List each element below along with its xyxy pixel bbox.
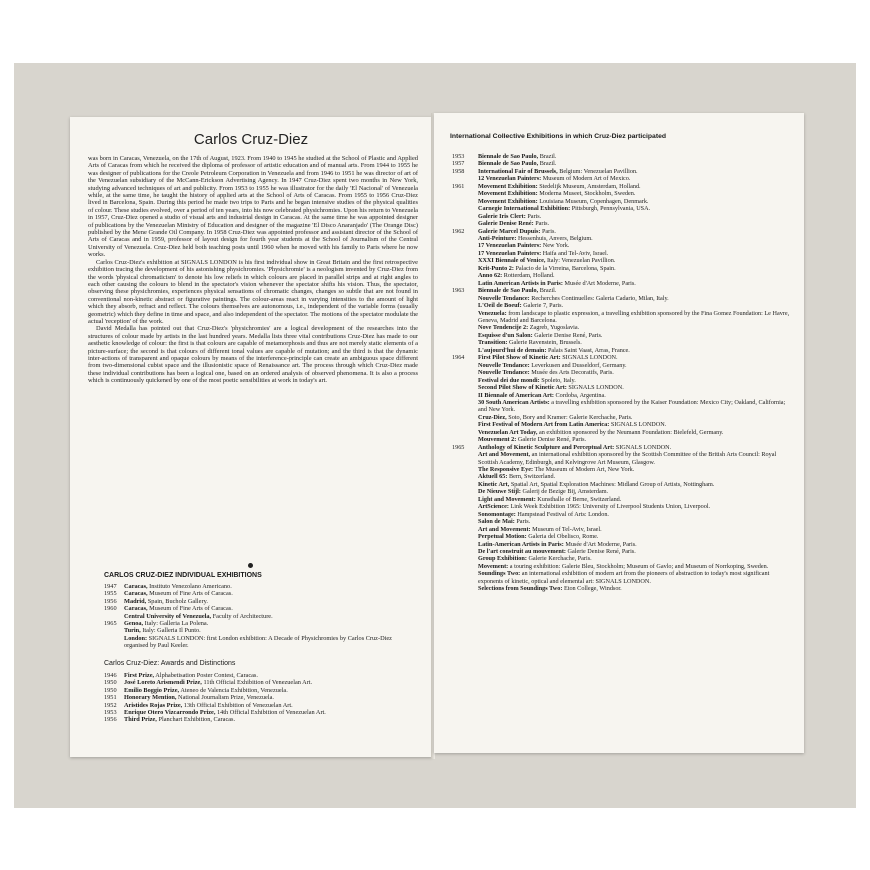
awards-heading: Carlos Cruz-Diez: Awards and Distinctions [104,660,236,667]
list-item [452,563,792,570]
year: 1950 [104,686,117,694]
entry-text: ArtScience: Link Week Exhibition 1965: University of Liverpool Students Union, Liverpool. [478,503,711,511]
entry-text: Esquisse d'un Salon: Galerie Denise René, Paris. [478,331,603,339]
list-item [452,436,792,443]
entry-text: First Prize, Alphabetisation Poster Contest, Caracas. [124,672,258,679]
list-item [104,605,414,612]
list-item [104,716,414,723]
entry-text: Latin-American Artists in Paris: Musée d'Art Moderne, Paris. [478,540,637,548]
list-item [452,399,792,414]
entry-text: Movement Exhibition: Louisiana Museum, Copenhagen, Denmark. [478,197,649,205]
entry-text: Movement Exhibition: Moderna Museet, Stockholm, Sweden. [478,190,636,198]
entry-text: First Festival of Modern Art from Latin America: SIGNALS LONDON. [478,421,667,429]
list-item [452,473,792,480]
entry-text: Carnegie International Exhibition: Pittsburgh, Pennsylvania, USA. [478,205,651,213]
year [452,324,478,331]
entry-text: Perpetual Motion: Galeria del Obelisco, Rome. [478,533,599,541]
entry-text: 17 Venezuelan Painters: Haifa and Tel-Aviv, Israel. [478,249,609,257]
list-item [452,205,792,212]
bio-paragraph: Carlos Cruz-Diez's exhibition at SIGNALS LONDON is his first individual show in Great Britain and the first retrospective exhibition tracing the development of his astonishing physichromies. 'Physichromie' is a neologism invented by Cruz-Diez from the words 'physical chromaticism' to denote his low reliefs in which colours are placed in parallel strips and at right angles to each other causing the colours to blend in the spectator's vision whenever the spectator shifts his vision. Thus, the spectator, observing these physichromies, experiences physical sensations of chromatic changes, changes so subtle that are not found in conventional non-kinetic abstract or figurative paintings. The colour-areas react in varying intensities to the amount of light which they absorb, refract and reflect. The colours themselves are autonomous, i.e., independent of the variable forms (usually geometric) which they define in time and space, and also independent of the spectator. The motions of the spectator modulate the actual 'reception' of the work. [88,258,418,325]
list-item [452,287,792,294]
year [452,205,478,212]
year: 1961 [452,182,465,190]
entry-text: Anno 62: Rotterdam, Holland. [478,272,555,280]
list-item [452,541,792,548]
collective-exhibitions-list [452,153,792,593]
year [452,466,478,473]
list-item [452,503,792,510]
right-page [434,113,804,753]
entry-text: Art and Movement, an international exhibition sponsored by the Scottish Committee of the British Arts Council: Royal Scottish Academy, Edinburgh, and Kelvingrove Art Museum, Glasgow. [478,451,777,466]
list-item [452,324,792,331]
list-item [452,235,792,242]
entry-text: II Biennale of American Art: Cordoba, Argentina. [478,391,606,399]
year: 1951 [104,694,117,702]
year [452,488,478,495]
list-item [104,672,414,679]
year [452,272,478,279]
list-item [104,694,414,701]
entry-text: Cruz-Diez, Soto, Bory and Kramer: Galerie Kerchache, Paris. [478,413,633,421]
year: 1964 [452,354,465,362]
list-item [452,257,792,264]
list-item [104,590,414,597]
list-item [452,272,792,279]
entry-text: Biennale de Sao Paulo, Brazil. [478,153,557,160]
year: 1953 [452,153,465,160]
list-item [452,362,792,369]
year [452,384,478,391]
entry-text: Galerie Iris Clert: Paris. [478,212,542,220]
year [452,347,478,354]
list-item [104,702,414,709]
year [452,548,478,555]
entry-text: Caracas, Museum of Fine Arts of Caracas. [124,590,233,598]
entry-text: Honorary Mention, National Journalism Prize, Venezuela. [124,694,274,702]
list-item [452,250,792,257]
list-item [452,421,792,428]
entry-text: Krit-Punto 2: Palacio de la Virreina, Barcelona, Spain. [478,264,616,272]
list-item [104,613,414,620]
individual-exhibitions-list [104,583,414,650]
year [452,473,478,480]
entry-text: Venezuela: from landscape to plastic expression, a travelling exhibition sponsored by the Fina Gomez Foundation: Le Havre, Geneva, Madrid and Barcelona. [478,309,790,324]
year: 1957 [452,160,465,168]
year [452,242,478,249]
list-item [452,548,792,555]
collective-exhibitions-heading: International Collective Exhibitions in which Cruz-Diez participated [450,133,667,140]
entry-text: Caracas, Instituto Venezolano Americano. [124,583,232,590]
list-item [452,414,792,421]
entry-text: Nouvelle Tendance: Musée des Arts Decoratifs, Paris. [478,369,614,377]
entry-text: Nove Tendencije 2: Zagreb, Yugoslavia. [478,324,580,332]
entry-text: L'Oeil de Boeuf: Galerie 7, Paris. [478,302,564,310]
list-item [452,570,792,585]
year [452,436,478,443]
year: 1960 [104,605,117,613]
list-item [452,160,792,167]
year: 1965 [104,620,117,628]
list-item [452,168,792,175]
list-item [452,332,792,339]
entry-text: International Fair of Brussels, Belgium: Venezuelan Pavillion. [478,167,638,175]
year [452,362,478,369]
entry-text: Light and Movement: Kunsthalle of Berne, Switzerland. [478,495,622,503]
list-item [452,533,792,540]
year [452,541,478,548]
year [452,399,478,414]
entry-text: José Loreto Arismendi Prize, 11th Official Exhibition of Venezuelan Art. [124,679,313,687]
list-item [104,679,414,686]
awards-list [104,672,414,724]
year [452,563,478,570]
list-item [104,620,414,627]
list-item [452,220,792,227]
entry-text: Galerie Marcel Dupuis: Paris. [478,227,556,235]
list-item [452,444,792,451]
list-item [452,384,792,391]
bullet-divider [248,563,253,568]
year [452,198,478,205]
entry-text: Turin, Italy: Galleria Il Punto. [124,627,201,635]
entry-text: De l'art construit au mouvement: Galerie Denise René, Paris. [478,548,636,556]
entry-text: Group Exhibition: Galerie Kerchache, Paris. [478,555,592,563]
entry-text: The Responsive Eye: The Museum of Modern Art, New York. [478,466,635,474]
list-item [452,354,792,361]
year [452,526,478,533]
list-item [452,392,792,399]
entry-text: Aktuell 65: Bern, Switzerland. [478,473,556,481]
year [452,175,478,182]
list-item [452,369,792,376]
year [452,585,478,592]
year [104,627,124,634]
year: 1952 [104,701,117,709]
list-item [452,242,792,249]
list-item [104,709,414,716]
list-item [452,198,792,205]
list-item [452,496,792,503]
individual-exhibitions-heading: CARLOS CRUZ-DIEZ INDIVIDUAL EXHIBITIONS [104,572,262,579]
year [452,503,478,510]
year [452,310,478,325]
list-item [452,302,792,309]
entry-text: Kinetic Art, Spatial Art, Spatial Exploration Machines: Midland Group of Artists, Nottingham. [478,480,715,488]
list-item [452,466,792,473]
year: 1965 [452,443,465,451]
list-item [452,488,792,495]
year: 1946 [104,672,117,679]
entry-text: XXXI Biennale of Venice, Italy: Venezuelan Pavillion. [478,257,616,265]
list-item [452,526,792,533]
year [452,265,478,272]
entry-text: Central University of Venezuela, Faculty of Architecture. [124,612,273,620]
bio-paragraph: was born in Caracas, Venezuela, on the 17th of August, 1923. From 1940 to 1945 he studied at the School of Plastic and Applied Arts of Caracas from which he received the diploma of professor of artistic education and of manual arts. From 1944 to 1955 he was designer of publications for the Creole Petroleum Corporation in Venezuela and from 1946 to 1951 he was director of art of the Venezuelan subsidiary of the McCann-Erickson Advertising Agency. In 1947 Cruz-Diez spent two months in New York, studying advanced techniques of art and publicity. From 1953 to 1955 he was illustrator for the daily 'El Nacional' of Venezuela while, at the same time, he taught the history of applied arts at the School of Arts of Caracas. From 1955 to 1956 Cruz-Diez lived in Barcelona, Spain. During this period he made two trips to Paris and he began intensive studies of the physical qualities of colour. These studies evolved, over a period of ten years, into his now celebrated physichromies. Upon his return to Venezuela in 1957, Cruz-Diez opened a studio of visual arts and industrial design in Caracas. At the same time he was appointed designer of publications by the Venezuelan Ministry of Education and designer of the magazine 'El Disco Anaranjado' (The Orange Disc) published by the Mene Grande Oil Company. In 1958 Cruz-Diez was appointed professor and assistant director of the School of Arts of Caracas and in 1959, professor of layout design for fourth year students at the School of Journalism of the Central University of Venezuela. Cruz-Diez held both teaching posts until 1960 when he moved with his family to Paris where he now works. [88,155,418,259]
year [452,339,478,346]
list-item [452,265,792,272]
entry-text: Movement Exhibition: Stedelijk Museum, Amsterdam, Holland. [478,182,641,190]
list-item [452,451,792,466]
entry-text: Salon de Mai: Paris. [478,518,531,526]
year: 1963 [452,287,465,295]
year [452,280,478,287]
year [452,220,478,227]
entry-text: Biennale de Sao Paulo, Brazil. [478,160,557,168]
list-item [452,183,792,190]
year: 1947 [104,583,117,590]
year [104,635,124,650]
year [452,190,478,197]
entry-text: Enrique Otero Vizcarrondo Prize, 14th Official Exhibition of Venezuelan Art. [124,709,326,717]
year [452,295,478,302]
entry-text: Sonomontage: Hampstead Festival of Arts: London. [478,510,609,518]
list-item [452,585,792,592]
entry-text: De Nieuwe Stijl: Galerij de Bezige Bij, Amsterdam. [478,488,609,496]
entry-text: Nouvelle Tendance: Recherches Continuelles: Galeria Cadario, Milan, Italy. [478,294,669,302]
list-item [452,153,792,160]
list-item [104,583,414,590]
list-item [452,339,792,346]
page-title: Carlos Cruz-Diez [193,131,309,148]
list-item [104,627,414,634]
year: 1955 [104,590,117,598]
year [452,533,478,540]
year [452,555,478,562]
bio-paragraph: David Medalla has pointed out that Cruz-Diez's 'physichromies' are a logical development of the researches into the structures of colour made by artists in the last hundred years. Medalla lists three vital contributions Cruz-Diez has made to our aesthetic knowledge of colour: the first is that colours are capable of metamorphosis and thus are not merely static elements of a picture-surface; the second is that colours of different tonal values are capable of mutation; and the third is that the dynamic inter-actions of transparent and opaque colours by means of the interference-principle can create an ambiguous space different from two-dimensional cubist space and the illusionistic space of Renaissance art. The process through which Cruz-Diez made these individual contributions has been a logical one, based on an ordered analysis of observed phenomena. It is also a process which is continuously quickened by one of the most poetic sensibilities at work in today's art. [88,325,418,385]
list-item [452,429,792,436]
list-item [452,310,792,325]
list-item [452,280,792,287]
list-item [452,347,792,354]
entry-text: Second Pilot Show of Kinetic Art: SIGNALS LONDON. [478,384,624,392]
year [452,511,478,518]
list-item [452,228,792,235]
entry-text: 12 Venezuelan Painters: Museum of Modern Art of Mexico. [478,175,631,183]
year [452,213,478,220]
entry-text: Caracas, Museum of Fine Arts of Caracas. [124,605,233,613]
left-page [70,117,432,757]
entry-text: 17 Venezuelan Painters: New York. [478,242,570,250]
year [452,414,478,421]
entry-text: Anti-Peinture: Hessenhuis, Anvers, Belgium. [478,234,593,242]
list-item [452,295,792,302]
entry-text: Biennale de Sao Paulo, Brazil. [478,287,557,295]
year [452,369,478,376]
entry-text: Soundings Two: an international exhibition of modern art from the pioneers of abstraction to today's most significant exponents of kinetic, optical and elemental art: SIGNALS LONDON. [478,570,770,585]
year [452,570,478,585]
entry-text: Galerie Denise René: Paris. [478,220,550,228]
entry-text: Emilio Boggio Prize, Ateneo de Valencia Exhibition, Venezuela. [124,686,288,694]
year [452,496,478,503]
entry-text: Venezuelan Art Today, an exhibition sponsored by the Neumann Foundation: Bielefeld, Germany. [478,428,724,436]
entry-text: Art and Movement: Museum of Tel-Aviv, Israel. [478,525,602,533]
entry-text: Latin American Artists in Paris: Musée d'Art Moderne, Paris. [478,279,636,287]
entry-text: Madrid, Spain, Bucholz Gallery. [124,597,208,605]
year: 1956 [104,597,117,605]
year [452,332,478,339]
year [452,377,478,384]
list-item [452,190,792,197]
entry-text: Selections from Soundings Two: Eton College, Windsor. [478,585,622,593]
list-item [104,687,414,694]
entry-text: Nouvelle Tendance: Leverkusen and Dusseldorf, Germany. [478,361,627,369]
list-item [452,481,792,488]
entry-text: L'aujourd'hui de demain: Palais Saint Vaast, Arras, France. [478,346,630,354]
list-item [104,635,414,650]
year: 1950 [104,679,117,687]
year [452,302,478,309]
year [452,429,478,436]
year [452,421,478,428]
entry-text: Transition: Galerie Ravenstein, Brussels. [478,339,582,347]
year: 1956 [104,716,117,724]
entry-text: Mouvement 2: Galerie Denise René, Paris. [478,436,587,444]
entry-text: 30 South American Artists: a travelling exhibition sponsored by the Kaiser Foundation: Mexico City; Oakland, California; and New York. [478,398,786,414]
year [452,518,478,525]
year [104,613,124,620]
list-item [452,518,792,525]
year: 1958 [452,167,465,175]
biography [88,155,418,385]
year [452,257,478,264]
year [452,451,478,466]
year [452,392,478,399]
year: 1953 [104,709,117,717]
year: 1962 [452,227,465,235]
entry-text: Genoa, Italy: Galleria La Polena. [124,620,209,628]
year [452,481,478,488]
list-item [452,555,792,562]
list-item [452,377,792,384]
year [452,250,478,257]
entry-text: Third Prize, Planchart Exhibition, Caracas. [124,716,236,724]
entry-text: Anthology of Kinetic Sculpture and Perceptual Art: SIGNALS LONDON. [478,443,672,451]
entry-text: Festival dei due mondi: Spoleto, Italy. [478,376,576,384]
entry-text: Movement: a touring exhibition: Galerie Bleu, Stockholm; Museum of Gavlo; and Museum of Norrkoping, Sweden. [478,562,769,570]
entry-text: Aristides Rojas Prize, 13th Official Exhibition of Venezuelan Art. [124,701,293,709]
list-item [452,511,792,518]
list-item [452,213,792,220]
list-item [104,598,414,605]
list-item [452,175,792,182]
entry-text: First Pilot Show of Kinetic Art: SIGNALS LONDON. [478,354,618,362]
year [452,235,478,242]
entry-text: London: SIGNALS LONDON: first London exhibition: A Decade of Physichromies by Carlos Cruz-Diez organised by Paul Keeler. [124,634,392,650]
